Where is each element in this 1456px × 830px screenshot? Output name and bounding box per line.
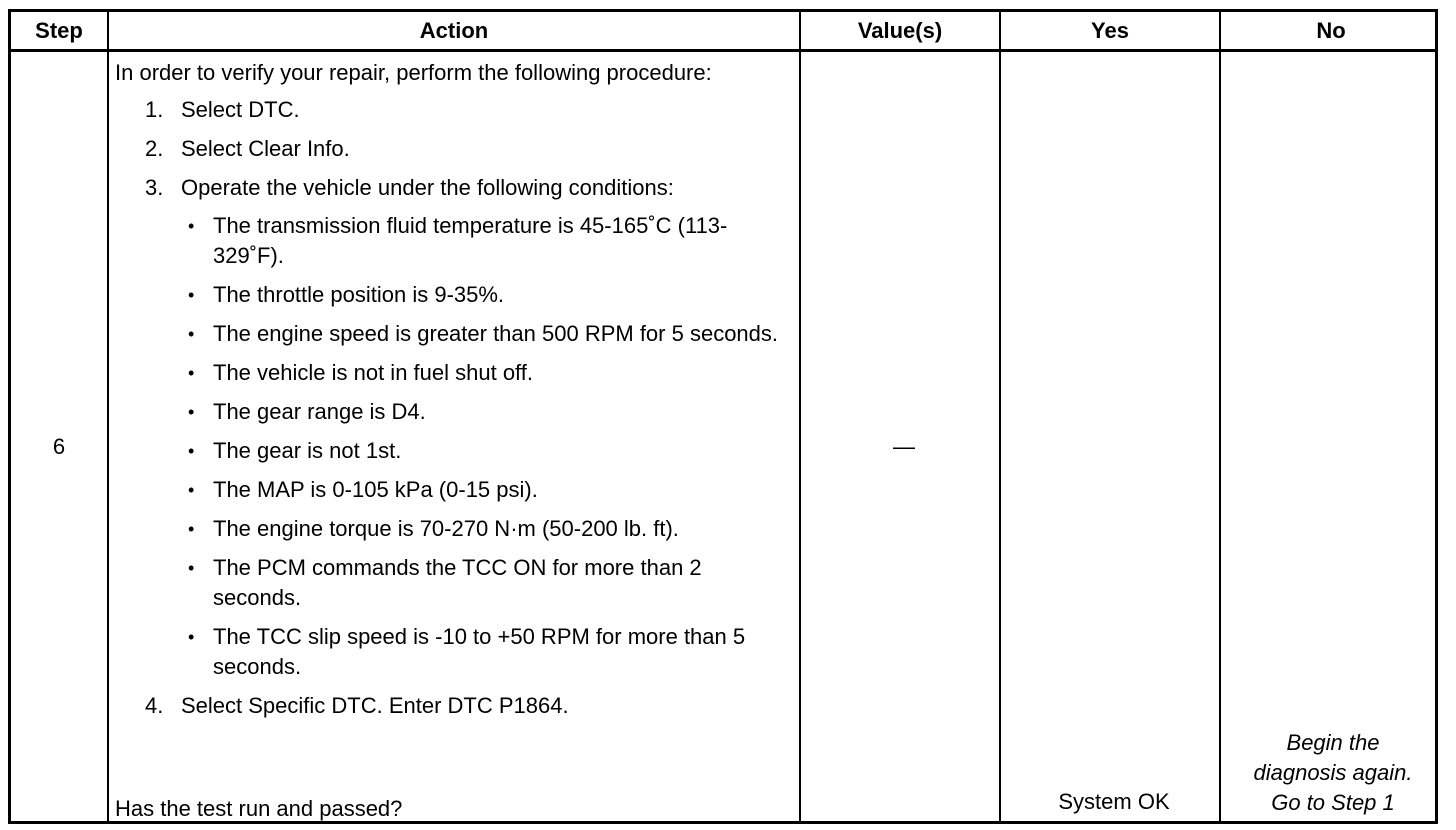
no-result — [1225, 728, 1441, 818]
bullet-icon: • — [188, 627, 195, 647]
step-index: 1. — [145, 97, 164, 122]
condition-text: The engine torque is 70-270 N·m (50-200 lb. ft). — [213, 516, 679, 541]
condition-item — [181, 622, 795, 682]
column-divider — [799, 12, 801, 821]
header-yes: Yes — [1091, 17, 1129, 43]
step-text: Select Clear Info. — [181, 136, 350, 161]
bullet-icon: • — [188, 216, 195, 236]
bullet-icon: • — [188, 558, 195, 578]
condition-text: The PCM commands the TCC ON for more than 2 seconds. — [213, 555, 702, 610]
condition-item — [181, 358, 795, 388]
condition-item — [181, 436, 795, 466]
header-values: Value(s) — [857, 17, 943, 43]
step-index: 3. — [145, 175, 164, 200]
column-divider — [107, 12, 109, 821]
action-intro: In order to verify your repair, perform the following procedure: — [115, 60, 712, 85]
condition-text: The gear range is D4. — [213, 399, 426, 424]
condition-text: The TCC slip speed is -10 to +50 RPM for more than 5 seconds. — [213, 624, 746, 679]
conditions-list — [181, 211, 795, 682]
action-cell — [115, 58, 795, 821]
no-result-line: Go to Step 1 — [1271, 790, 1395, 815]
condition-item — [181, 397, 795, 427]
bullet-icon: • — [188, 402, 195, 422]
no-result-line: Begin the — [1286, 730, 1380, 755]
step-index: 4. — [145, 693, 164, 718]
bullet-icon: • — [188, 519, 195, 539]
condition-item — [181, 280, 795, 310]
condition-item — [181, 319, 795, 349]
bullet-icon: • — [188, 285, 195, 305]
condition-text: The gear is not 1st. — [213, 438, 402, 463]
step-text: Operate the vehicle under the following conditions: — [181, 175, 674, 200]
condition-text: The throttle position is 9-35%. — [213, 282, 505, 307]
condition-text: The MAP is 0-105 kPa (0-15 psi). — [213, 477, 538, 502]
step-index: 2. — [145, 136, 164, 161]
procedure-list — [115, 95, 795, 721]
condition-text: The transmission fluid temperature is 45-165˚C (113-329˚F). — [213, 213, 728, 268]
step-text: Select DTC. — [181, 97, 300, 122]
no-result-line: diagnosis again. — [1253, 760, 1413, 785]
diagnostic-table — [8, 9, 1438, 824]
condition-item — [181, 514, 795, 544]
bullet-icon: • — [188, 363, 195, 383]
procedure-step — [115, 691, 795, 721]
bullet-icon: • — [188, 324, 195, 344]
bullet-icon: • — [188, 480, 195, 500]
procedure-step — [115, 173, 795, 682]
yes-result: System OK — [1058, 789, 1170, 814]
condition-text: The engine speed is greater than 500 RPM for 5 seconds. — [213, 321, 779, 346]
condition-text: The vehicle is not in fuel shut off. — [213, 360, 533, 385]
condition-item — [181, 475, 795, 505]
column-divider — [1219, 12, 1221, 821]
header-action: Action — [419, 17, 489, 43]
action-question: Has the test run and passed? — [115, 796, 403, 821]
condition-item — [181, 553, 795, 613]
header-step: Step — [35, 17, 83, 43]
header-no: No — [1316, 17, 1346, 43]
procedure-step — [115, 95, 795, 125]
condition-item — [181, 211, 795, 271]
bullet-icon: • — [188, 441, 195, 461]
header-divider — [11, 49, 1435, 52]
step-number: 6 — [52, 434, 66, 459]
column-divider — [999, 12, 1001, 821]
value-dash: — — [893, 434, 915, 459]
step-text: Select Specific DTC. Enter DTC P1864. — [181, 693, 569, 718]
procedure-step — [115, 134, 795, 164]
